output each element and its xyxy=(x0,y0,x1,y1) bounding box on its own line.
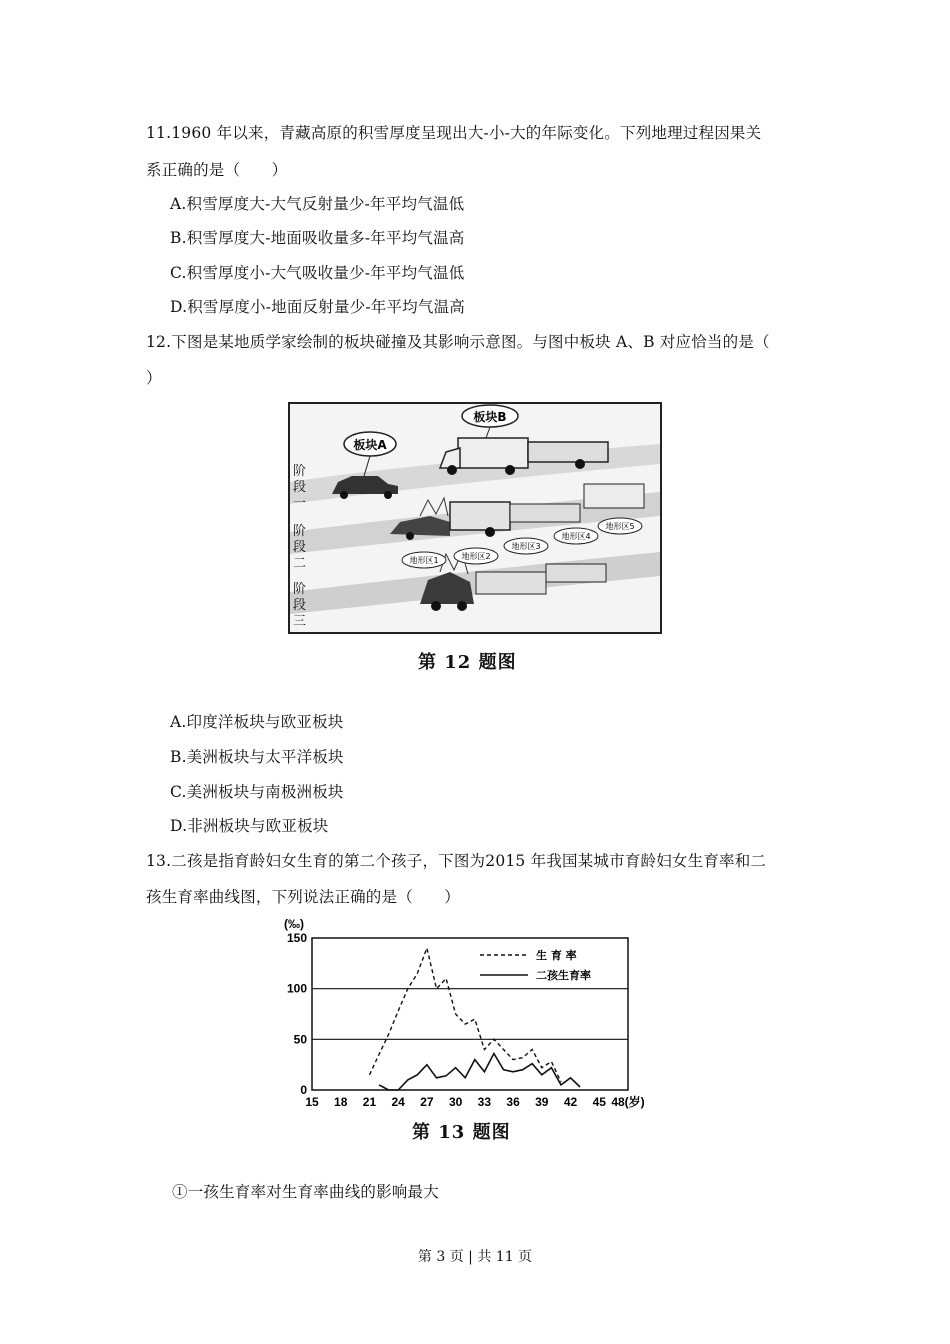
y-tick-label: 100 xyxy=(286,981,307,996)
zone-label-2 xyxy=(454,548,498,564)
q12-stem-line2: ） xyxy=(146,369,162,387)
svg-text:地形区4: 地形区4 xyxy=(561,532,591,541)
x-tick-label: 42 xyxy=(563,1095,578,1109)
plate-collision-figure xyxy=(288,402,662,634)
x-tick-label: 48(岁) xyxy=(611,1095,645,1109)
legend-label-0: 生 育 率 xyxy=(536,949,577,962)
label-plate-b xyxy=(462,405,518,438)
svg-text:板块A: 板块A xyxy=(353,438,387,452)
q11-stem-line1: 11.1960 年以来，青藏高原的积雪厚度呈现出大-小-大的年际变化。下列地理过程因果关 xyxy=(146,124,762,142)
q11-option-d: D.积雪厚度小-地面反射量少-年平均气温高 xyxy=(170,298,465,316)
stage-label-2: 阶段二 xyxy=(293,524,307,571)
y-tick-label: 150 xyxy=(286,931,307,945)
series-line-fertility-rate xyxy=(370,948,562,1082)
zone-label-5 xyxy=(598,518,642,534)
x-tick-label: 36 xyxy=(506,1095,520,1109)
stage-label-3: 阶段三 xyxy=(293,582,307,629)
legend-label-1: 二孩生育率 xyxy=(536,969,591,982)
stage-label-1: 阶段一 xyxy=(293,464,307,511)
x-tick-label: 24 xyxy=(391,1095,405,1109)
q11-option-b: B.积雪厚度大-地面吸收量多-年平均气温高 xyxy=(170,229,465,247)
q11-option-c: C.积雪厚度小-大气吸收量少-年平均气温低 xyxy=(170,264,465,282)
series-line-second-child-rate xyxy=(379,1054,580,1091)
x-tick-label: 21 xyxy=(362,1095,377,1109)
page-footer: 第 3 页 | 共 11 页 xyxy=(417,1249,533,1265)
x-tick-label: 27 xyxy=(420,1095,434,1109)
q12-option-a: A.印度洋板块与欧亚板块 xyxy=(170,713,344,731)
svg-text:地形区5: 地形区5 xyxy=(605,522,635,531)
x-tick-label: 18 xyxy=(334,1095,348,1109)
y-tick-label: 50 xyxy=(293,1032,307,1047)
fig12-caption: 第 12 题图 xyxy=(418,652,517,673)
q13-stem-line2: 孩生育率曲线图，下列说法正确的是（ ） xyxy=(146,888,461,906)
q11-option-a: A.积雪厚度大-大气反射量少-年平均气温低 xyxy=(170,195,465,213)
x-tick-label: 15 xyxy=(305,1095,319,1109)
q13-stem-line1: 13.二孩是指育龄妇女生育的第二个孩子，下图为2015 年我国某城市育龄妇女生育率和二 xyxy=(146,852,767,870)
y-tick-label: 0 xyxy=(300,1083,307,1097)
svg-text:板块B: 板块B xyxy=(473,410,507,424)
svg-text:地形区2: 地形区2 xyxy=(461,552,491,561)
zone-label-1 xyxy=(402,552,446,568)
q13-statement-1: ①一孩生育率对生育率曲线的影响最大 xyxy=(172,1183,439,1201)
q12-option-c: C.美洲板块与南极洲板块 xyxy=(170,783,344,801)
plate-collision-drawing xyxy=(290,404,660,632)
x-tick-label: 45 xyxy=(592,1095,606,1109)
q12-option-b: B.美洲板块与太平洋板块 xyxy=(170,748,344,766)
x-tick-label: 30 xyxy=(448,1095,463,1109)
fig13-caption: 第 13 题图 xyxy=(412,1122,511,1143)
y-axis-label: (‰) xyxy=(284,917,304,931)
svg-text:地形区3: 地形区3 xyxy=(511,542,541,551)
zone-label-4 xyxy=(554,528,598,544)
q12-stem-line1: 12.下图是某地质学家绘制的板块碰撞及其影响示意图。与图中板块 A、B 对应恰当的是（ xyxy=(146,333,770,351)
zone-label-3 xyxy=(504,538,548,554)
q12-option-d: D.非洲板块与欧亚板块 xyxy=(170,817,329,835)
x-tick-label: 33 xyxy=(477,1095,492,1109)
x-tick-label: 39 xyxy=(535,1095,549,1109)
q11-stem-line2: 系正确的是（ ） xyxy=(146,161,288,179)
svg-text:地形区1: 地形区1 xyxy=(409,556,439,565)
fertility-chart xyxy=(280,910,680,1115)
